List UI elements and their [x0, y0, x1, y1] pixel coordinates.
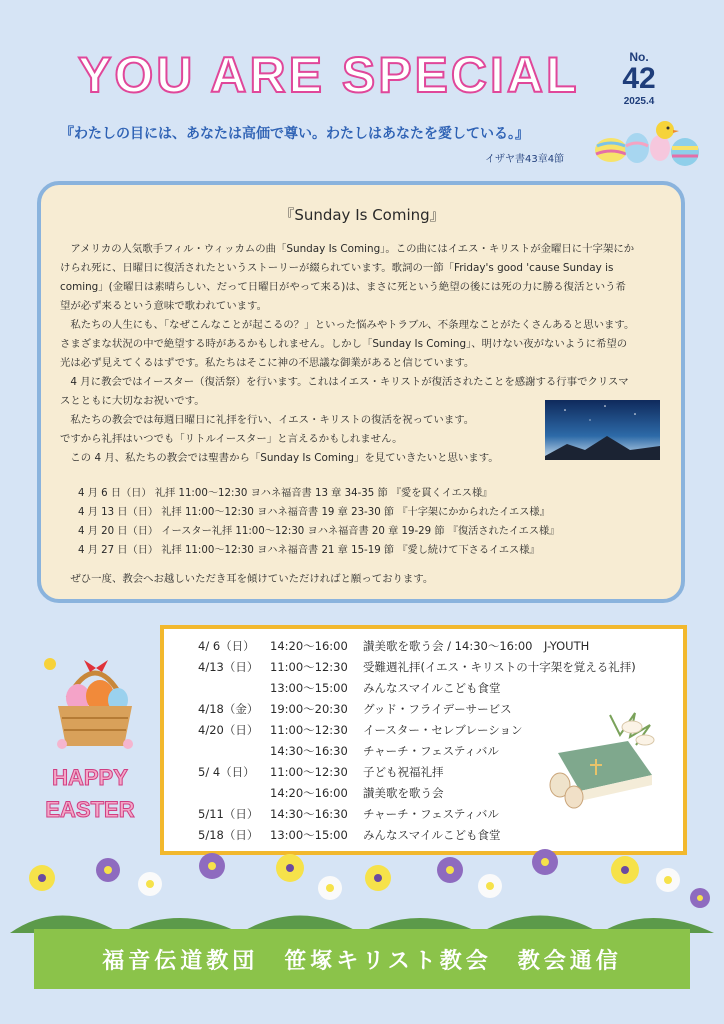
article-closing — [60, 570, 666, 589]
event-title: 受難週礼拝(イエス・キリストの十字架を覚える礼拝) — [363, 660, 636, 674]
schedule-line: 4 月 6 日（日） 礼拝 11:00～12:30 ヨハネ福音書 13 章 34-35 節 『愛を貫くイエス様』 — [78, 488, 493, 499]
event-time: 13:00～15:00 — [270, 828, 348, 842]
pansy-flowers-illustration — [0, 848, 724, 938]
newsletter-title: YOU ARE SPECIAL — [78, 47, 580, 103]
event-title: チャーチ・フェスティバル — [363, 744, 499, 758]
article-line: ですから礼拝はいつでも「リトルイースター」と言えるかもしれません。 — [60, 433, 403, 445]
schedule-line: 4 月 20 日（日） イースター礼拝 11:00～12:30 ヨハネ福音書 20 章 19-29 節 『復活されたイエス様』 — [78, 526, 560, 537]
schedule-line: 4 月 13 日（日） 礼拝 11:00～12:30 ヨハネ福音書 19 章 23-30 節 『十字架にかかられたイエス様』 — [78, 507, 550, 518]
event-time: 13:00～15:00 — [270, 681, 348, 695]
event-title: グッド・フライデーサービス — [363, 702, 512, 716]
event-title: 子ども祝福礼拝 — [363, 765, 444, 779]
easter-basket-illustration — [40, 648, 150, 758]
event-time: 14:30～16:30 — [270, 744, 348, 758]
issue-number: 42 — [622, 62, 656, 95]
event-title: 讃美歌を歌う会 / 14:30～16:00 J-YOUTH — [363, 639, 590, 653]
article-line: さまざまな状況の中で絶望する時があるかもしれません。しかし「Sunday Is Coming」、明けない夜がないように希望の — [60, 338, 628, 350]
event-date: 4/ 6（日） — [198, 639, 255, 653]
event-time: 11:00～12:30 — [270, 660, 348, 674]
article-line: 私たちの教会では毎週日曜日に礼拝を行い、イエス・キリストの復活を祝っています。 — [60, 414, 475, 426]
article-line: coming」(金曜日は素晴らしい、だって日曜日がやって来る)は、まさに死という絶望の後には死の力に勝る復活という希 — [60, 281, 626, 293]
event-date: 4/20（日） — [198, 723, 259, 737]
article-line: 望が必ず来るという意味で歌われています。 — [60, 300, 267, 312]
event-date: 5/18（日） — [198, 828, 259, 842]
verse-reference: イザヤ書43章4節 — [485, 154, 565, 165]
happy-easter-line1: HAPPY — [52, 765, 128, 790]
closing-line: ぜひ一度、教会へお越しいただき耳を傾けていただければと願っております。 — [60, 573, 434, 585]
article-line: 私たちの人生にも、「なぜこんなことが起こるの？」といった悩みやトラブル、不条理なことがたくさんあると思います。 — [60, 319, 635, 331]
issue-date: 2025.4 — [623, 96, 655, 107]
event-date: 4/18（金） — [198, 702, 259, 716]
happy-easter-line2: EASTER — [45, 797, 135, 822]
event-title: 讃美歌を歌う会 — [363, 786, 444, 800]
footer-banner — [34, 929, 690, 989]
event-title: みんなスマイルこども食堂 — [363, 681, 501, 695]
event-time: 14:20～16:00 — [270, 639, 348, 653]
article-line: けられ死に、日曜日に復活されたというストーリーが綴られています。歌詞の一節「Friday's good 'cause Sunday is — [60, 262, 614, 274]
footer-text: 福音伝道教団 笹塚キリスト教会 教会通信 — [102, 948, 622, 974]
event-time: 11:00～12:30 — [270, 765, 348, 779]
happy-easter-text — [30, 762, 150, 826]
event-date: 5/11（日） — [198, 807, 259, 821]
article-line: スとともに大切なお祝いです。 — [60, 395, 205, 407]
article-line: この 4 月、私たちの教会では聖書から「Sunday Is Coming」を見ていきたいと思います。 — [60, 452, 499, 464]
night-sky-mountain-image — [545, 400, 660, 460]
event-title: チャーチ・フェスティバル — [363, 807, 499, 821]
easter-eggs-chick-illustration — [593, 118, 703, 170]
event-date: 5/ 4（日） — [198, 765, 255, 779]
event-time: 11:00～12:30 — [270, 723, 348, 737]
issue-label: No. — [629, 50, 649, 64]
bible-lily-illustration — [540, 705, 670, 815]
article-line: 光は必ず見えてくるはずです。私たちはそこに神の不思議な御業があると信じています。 — [60, 357, 475, 369]
article-line: 4 月に教会ではイースター（復活祭）を行います。これはイエス・キリストが復活されたことを感謝する行事でクリスマ — [60, 376, 629, 388]
bible-verse: 『わたしの目には、あなたは高価で尊い。わたしはあなたを愛している。』 — [60, 126, 529, 142]
event-time: 14:30～16:30 — [270, 807, 348, 821]
event-time: 19:00～20:30 — [270, 702, 348, 716]
schedule-line: 4 月 27 日（日） 礼拝 11:00～12:30 ヨハネ福音書 21 章 15-19 節 『愛し続けて下さるイエス様』 — [78, 545, 540, 556]
event-title: イースター・セレブレーション — [363, 723, 523, 737]
event-title: みんなスマイルこども食堂 — [363, 828, 501, 842]
article-title: 『Sunday Is Coming』 — [279, 206, 445, 224]
issue-info — [618, 50, 660, 107]
event-time: 14:20～16:00 — [270, 786, 348, 800]
article-line: アメリカの人気歌手フィル・ウィッカムの曲「Sunday Is Coming」。この曲にはイエス・キリストが金曜日に十字架にか — [60, 243, 635, 255]
event-date: 4/13（日） — [198, 660, 259, 674]
